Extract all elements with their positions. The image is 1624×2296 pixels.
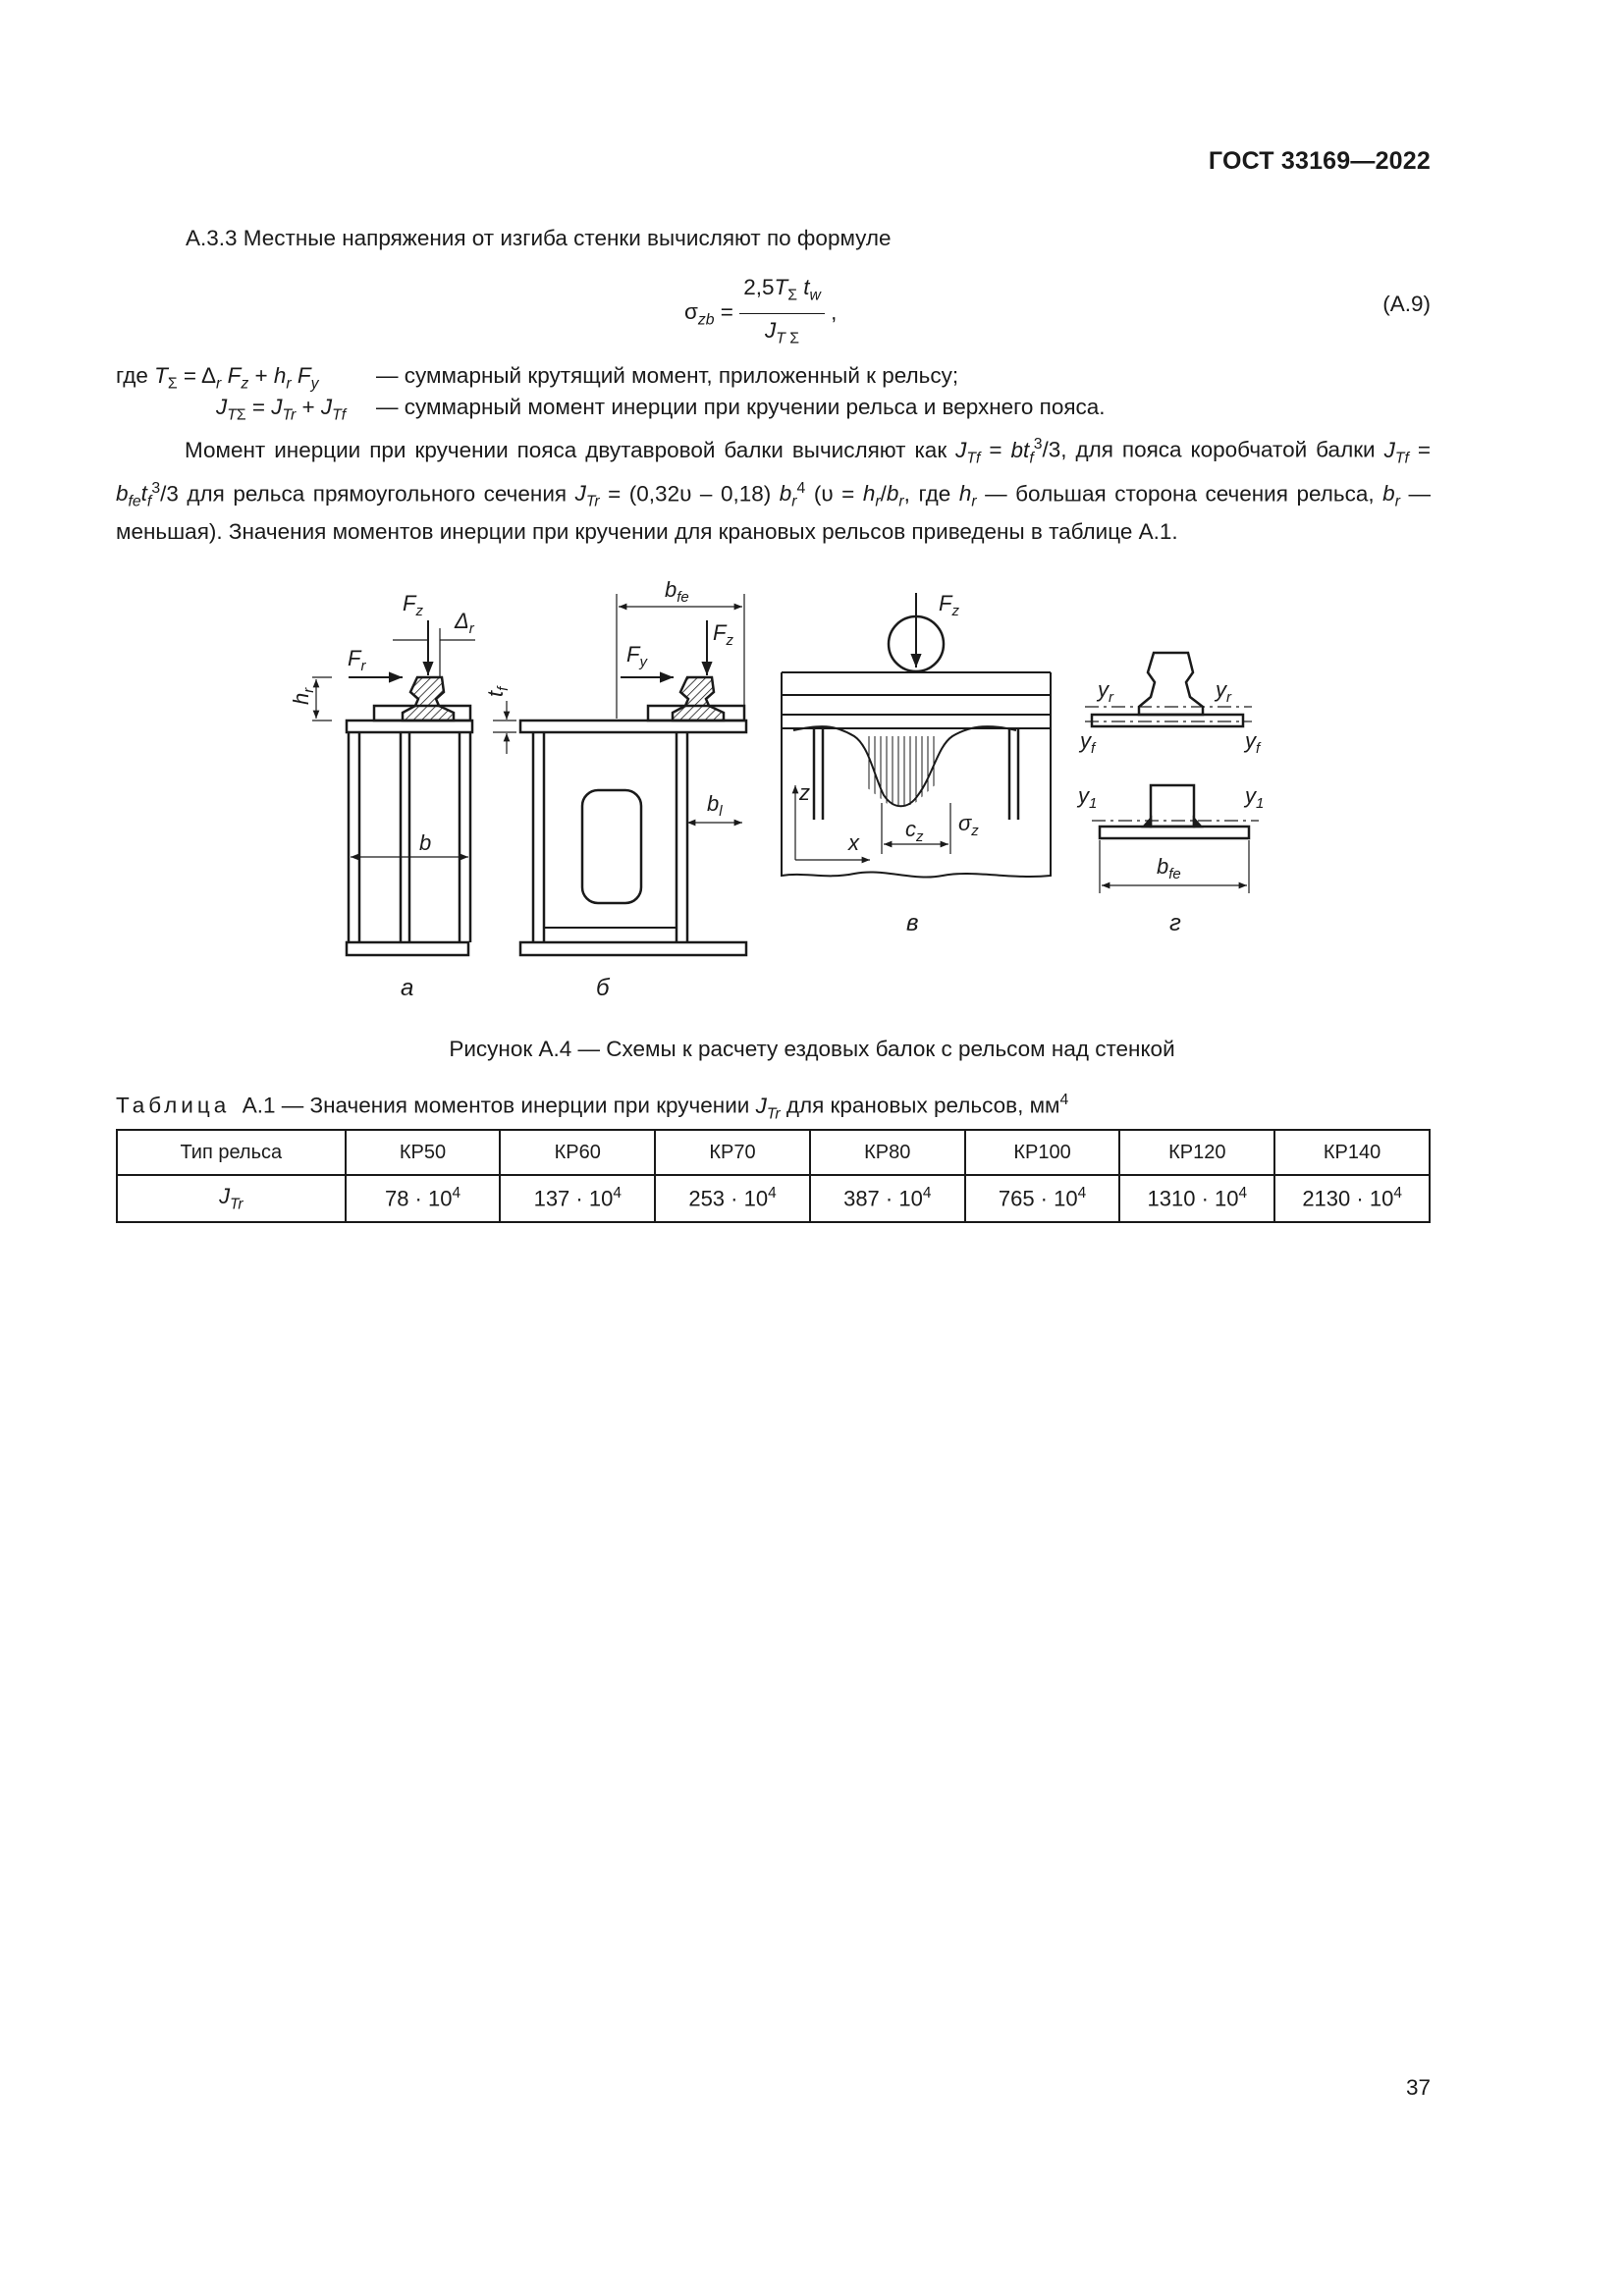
diagram-label-a: а bbox=[401, 975, 414, 1001]
svg-text:Fy: $F_y$ bbox=[626, 642, 647, 670]
where-line-1-desc: — суммарный крутящий момент, приложенный к рельсу; bbox=[376, 363, 959, 388]
table-header-cell: КР120 bbox=[1119, 1130, 1274, 1175]
table-cell: $387 \cdot 10^4$ bbox=[810, 1175, 965, 1222]
svg-text:Δr: $\Delta_r$ bbox=[455, 609, 474, 637]
paragraph-moment-inertia: Момент инерции при кручении пояса двутавровой балки вычисляют как $J_{Tf} = bt_f^3/3$, для пояса коробчатой балки $J_{Tf} = b_{fe}t_f^3/3$ для рельса прямоугольного сечения $J_{Tr} = (0,32\upsilon - 0,18)$ $b_r^4$ ($\upsilon = h_r/b_r$, где $h_r$ — большая сторона сечения рельса, $b_r$ — меньшая). Значения моментов инерции при кручении для крановых рельсов приведены в таблице А.1. bbox=[116, 436, 1431, 544]
table-cell: $137 \cdot 10^4$ bbox=[500, 1175, 655, 1222]
svg-text:yr: $y_r$ bbox=[1098, 677, 1113, 706]
page-number: 37 bbox=[1405, 2075, 1431, 2100]
table-header-cell: КР60 bbox=[500, 1130, 655, 1175]
formula-a9: $\sigma_{zb}$ = $\frac{2,5T_\Sigma t_w}{J_{T \Sigma}}$ , bbox=[684, 275, 838, 347]
where-line-1: где $T_\Sigma = \Delta_r$ $F_z + h_r$ $F_y$ bbox=[116, 363, 319, 393]
svg-text:yf: $y_f$ bbox=[1080, 728, 1096, 757]
where-line-2-desc: — суммарный момент инерции при кручении рельса и верхнего пояса. bbox=[376, 395, 1106, 419]
table-row bbox=[117, 1175, 1430, 1222]
table-header-cell: КР50 bbox=[346, 1130, 501, 1175]
table-cell: $1310 \cdot 10^4$ bbox=[1119, 1175, 1274, 1222]
svg-text:Fz: $F_z$ bbox=[939, 591, 959, 619]
table-cell: $2130 \cdot 10^4$ bbox=[1274, 1175, 1430, 1222]
svg-text:yr: $y_r$ bbox=[1216, 677, 1231, 706]
table-header-cell: КР100 bbox=[965, 1130, 1120, 1175]
table-cell: $765 \cdot 10^4$ bbox=[965, 1175, 1120, 1222]
svg-text:σz: $\sigma_z$ bbox=[958, 811, 979, 839]
diagram-a bbox=[312, 620, 516, 955]
table-row-label: $J_{Tr}$ bbox=[117, 1175, 346, 1222]
table-cell: $78 \cdot 10^4$ bbox=[346, 1175, 501, 1222]
svg-text:Fz: $F_z$ bbox=[713, 620, 733, 649]
svg-text:Fz: $F_z$ bbox=[403, 591, 423, 619]
section-a33-text: А.3.3 Местные напряжения от изгиба стенки вычисляют по формуле bbox=[186, 226, 892, 250]
svg-text:hr: $h_r$ bbox=[289, 687, 317, 705]
svg-text:yf: $y_f$ bbox=[1245, 728, 1261, 757]
svg-text:tf: $t_f$ bbox=[483, 686, 512, 697]
svg-text:Fr: $F_r$ bbox=[348, 646, 366, 674]
svg-text:bfe: $b_{fe}$ bbox=[665, 577, 689, 606]
svg-text:y1: $y_1$ bbox=[1078, 783, 1098, 812]
diagram-label-b: б bbox=[596, 975, 610, 1001]
svg-text:bfe: $b_{fe}$ bbox=[1157, 854, 1181, 882]
svg-text:y1: $y_1$ bbox=[1245, 783, 1265, 812]
figure-a4 bbox=[265, 569, 1286, 1011]
figure-caption: Рисунок А.4 — Схемы к расчету ездовых балок с рельсом над стенкой bbox=[449, 1037, 1175, 1061]
formula-number: (А.9) bbox=[1382, 292, 1431, 316]
svg-text:cz: $c_z$ bbox=[905, 817, 924, 845]
rail-torsion-table bbox=[116, 1129, 1431, 1223]
diagram-label-v: в bbox=[906, 910, 919, 936]
table-title: Таблица А.1 — Значения моментов инерции при кручении $J_{Tr}$ для крановых рельсов, $мм^4$ bbox=[116, 1092, 1069, 1122]
table-header-cell: КР70 bbox=[655, 1130, 810, 1175]
table-header-label: Тип рельса bbox=[117, 1130, 346, 1175]
svg-text:bl: $b_l$ bbox=[707, 791, 723, 820]
document-number: ГОСТ 33169—2022 bbox=[1208, 147, 1431, 175]
table-cell: $253 \cdot 10^4$ bbox=[655, 1175, 810, 1222]
table-header-row bbox=[117, 1130, 1430, 1175]
table-header-cell: КР140 bbox=[1274, 1130, 1430, 1175]
diagram-label-g: г bbox=[1169, 910, 1181, 936]
svg-text:z: z bbox=[799, 780, 810, 805]
table-header-cell: КР80 bbox=[810, 1130, 965, 1175]
where-line-2: $J_{T\Sigma} = J_{Tr} + J_{Tf}$ bbox=[216, 395, 347, 424]
svg-text:x: x bbox=[848, 830, 859, 855]
svg-text:b: b bbox=[419, 830, 432, 855]
